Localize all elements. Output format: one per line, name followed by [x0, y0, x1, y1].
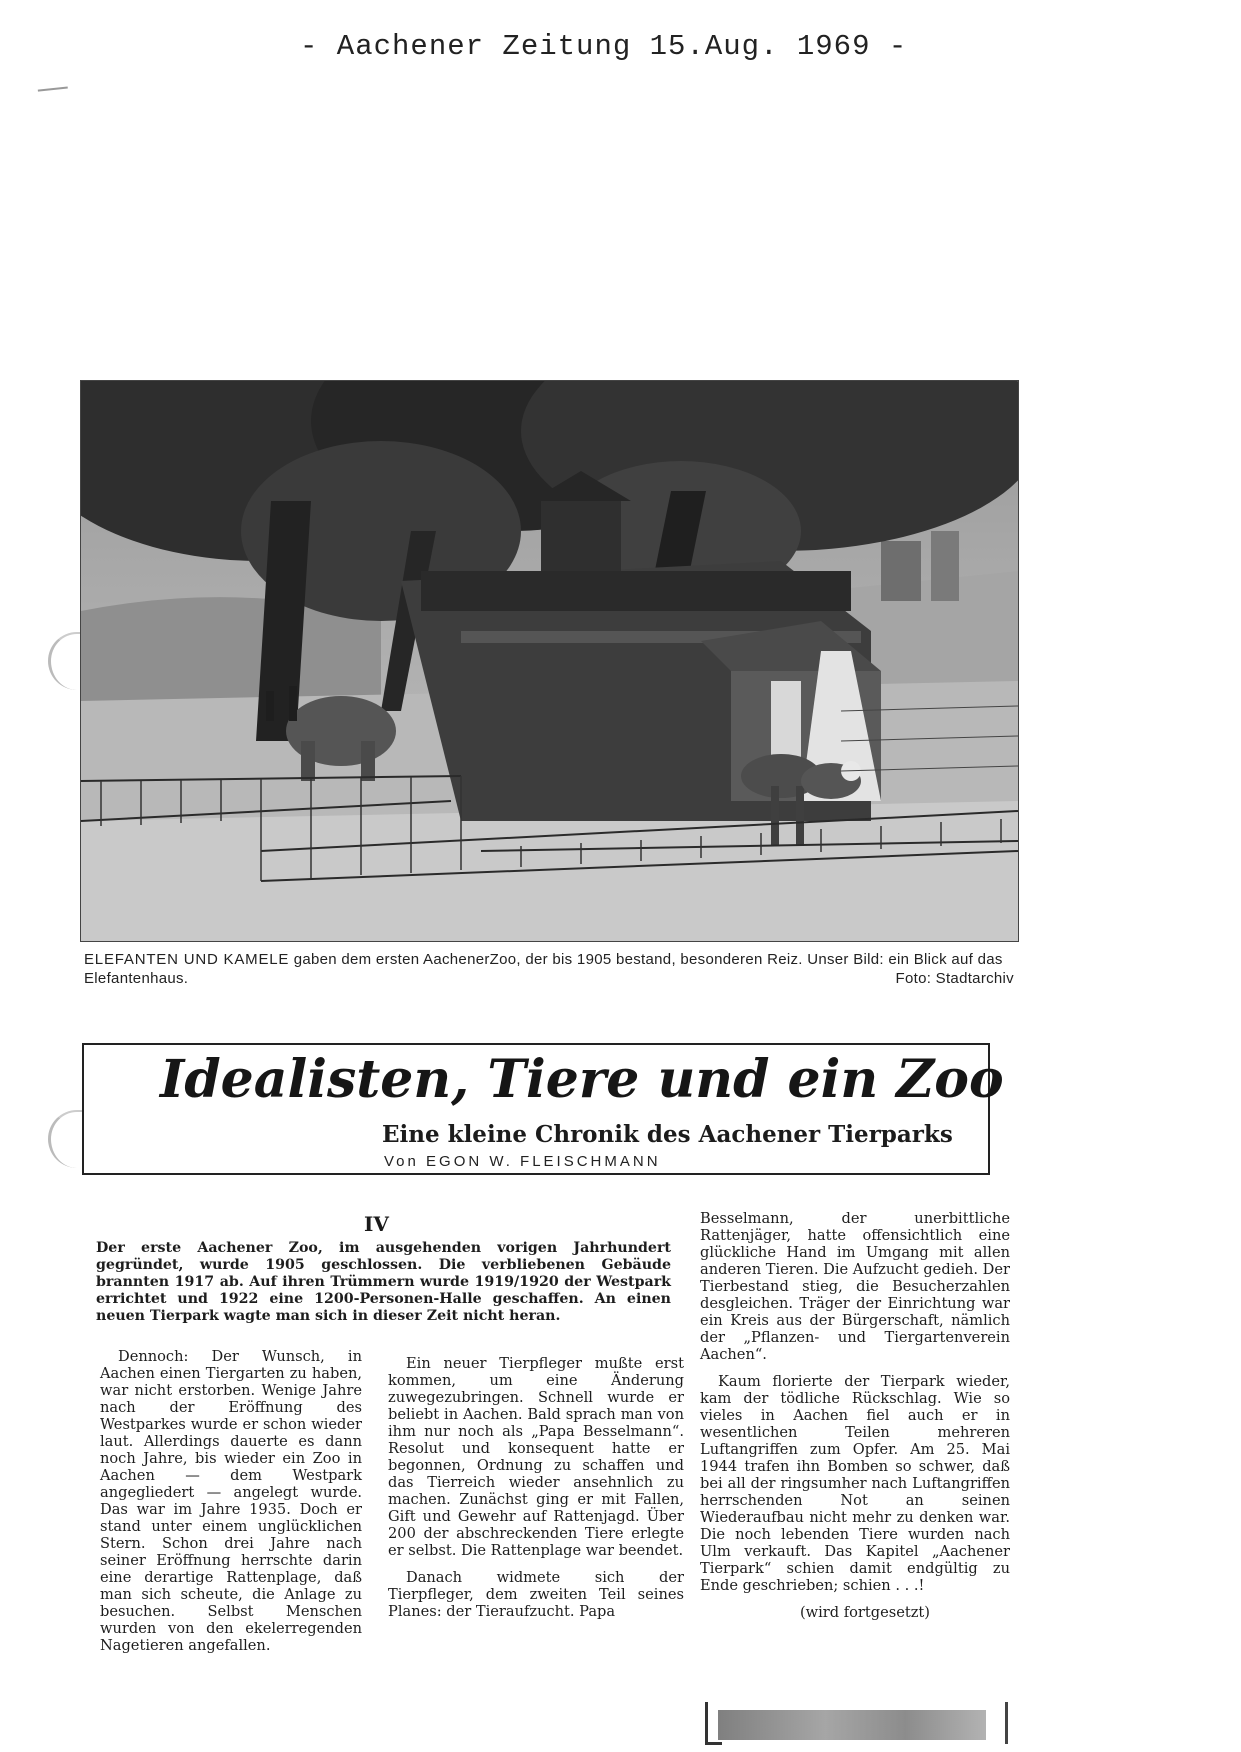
- article-paragraph: Dennoch: Der Wunsch, in Aachen einen Tiergarten zu haben, war nicht erstorben. Wenige Jahre nach der Eröffnung des Westparkes wurde er schon wieder laut. Allerdings dauerte es dann noch Jahre, bis wieder ein Zoo in Aachen — dem Westpark angegliedert — angelegt wurde. Das war im Jahre 1935. Doch er stand unter einem unglücklichen Stern. Schon drei Jahre nach seiner Eröffnung herrschte darin eine derartige Rattenplage, daß man sich scheute, die Anlage zu besuchen. Selbst Menschen wurden von den ekelerregenden Nagetieren angefallen.: [100, 1348, 362, 1654]
- article-paragraph: Besselmann, der unerbittliche Rattenjäger, hatte offensichtlich eine glückliche Hand im Umgang mit allen anderen Tieren. Die Aufzucht gedieh. Der Tierbestand stieg, die Besucherzahlen desgleichen. Träger der Einrichtung war ein Kreis aus der Bürgerschaft, nämlich der „Pflanzen- und Tiergartenverein Aachen“.: [700, 1210, 1010, 1363]
- photo-elephant-house-icon: [81, 381, 1018, 941]
- article-lead-paragraph: Der erste Aachener Zoo, im ausgehenden vorigen Jahrhundert gegründet, wurde 1905 geschlossen. Die verbliebenen Gebäude brannten 1917 ab. Auf ihren Trümmern wurde 1919/1920 der Westpark errichtet und 1922 eine 1200-Personen-Halle geschaffen. An einen neuen Tierpark wagte man sich in dieser Zeit nicht heran.: [96, 1240, 671, 1324]
- article-byline: Von EGON W. FLEISCHMANN: [384, 1153, 661, 1170]
- stray-pen-mark: [38, 86, 68, 95]
- continued-note: (wird fortgesetzt): [799, 1604, 930, 1621]
- punch-hole-mark: [48, 1110, 83, 1168]
- photo-credit: Foto: Stadtarchiv: [895, 970, 1014, 987]
- punch-hole-mark: [48, 632, 83, 690]
- newspaper-source-line: - Aachener Zeitung 15.Aug. 1969 -: [300, 30, 908, 63]
- article-column-2: [388, 1355, 684, 1630]
- scan-edge-mark: [1005, 1702, 1008, 1744]
- article-paragraph: Danach widmete sich der Tierpfleger, dem zweiten Teil seines Planes: der Tieraufzucht. Papa: [388, 1569, 684, 1620]
- article-column-1: [100, 1348, 362, 1664]
- photo-caption: [84, 950, 1014, 988]
- article-part-number: IV: [364, 1212, 389, 1236]
- article-column-3: [700, 1210, 1010, 1631]
- article-paragraph: Kaum florierte der Tierpark wieder, kam der tödliche Rückschlag. Wie so vieles in Aachen fiel auch er in wesentlichen Teilen mehreren Luftangriffen zum Opfer. Am 25. Mai 1944 trafen ihn Bomben so schwer, daß bei all der ringsumher nach Luftangriffen herrschenden Not an seinen Wiederaufbau nicht mehr zu denken war. Die noch lebenden Tiere wurden nach Ulm verkauft. Das Kapitel „Aachener Tierpark“ schien damit endgültig zu Ende geschrieben; schien . . .!: [700, 1373, 1010, 1594]
- article-subheadline: Eine kleine Chronik des Aachener Tierparks: [382, 1121, 953, 1148]
- article-headline: Idealisten, Tiere und ein Zoo: [160, 1049, 1004, 1110]
- article-paragraph: Ein neuer Tierpfleger mußte erst kommen, um eine Änderung zuwegezubringen. Schnell wurde er beliebt in Aachen. Bald sprach man von ihm nur noch als „Papa Besselmann“. Resolut und konsequent hatte er begonnen, Ordnung zu schaffen und das Tierreich wieder ansehnlich zu machen. Zunächst ging er mit Fallen, Gift und Gewehr auf Rattenjagd. Über 200 der abschreckenden Tiere erlegte er selbst. Die Rattenplage war beendet.: [388, 1355, 684, 1559]
- caption-text: gaben dem ersten AachenerZoo, der bis 1905 bestand, besonderen Reiz. Unser Bild: ein Blick auf das Elefantenhaus.: [84, 951, 1003, 987]
- photo-elephant-house: [80, 380, 1019, 942]
- scan-smudge-strip: [718, 1710, 986, 1740]
- caption-lead-caps: ELEFANTEN UND KAMELE: [84, 951, 290, 968]
- article-title-box: [82, 1043, 1004, 1175]
